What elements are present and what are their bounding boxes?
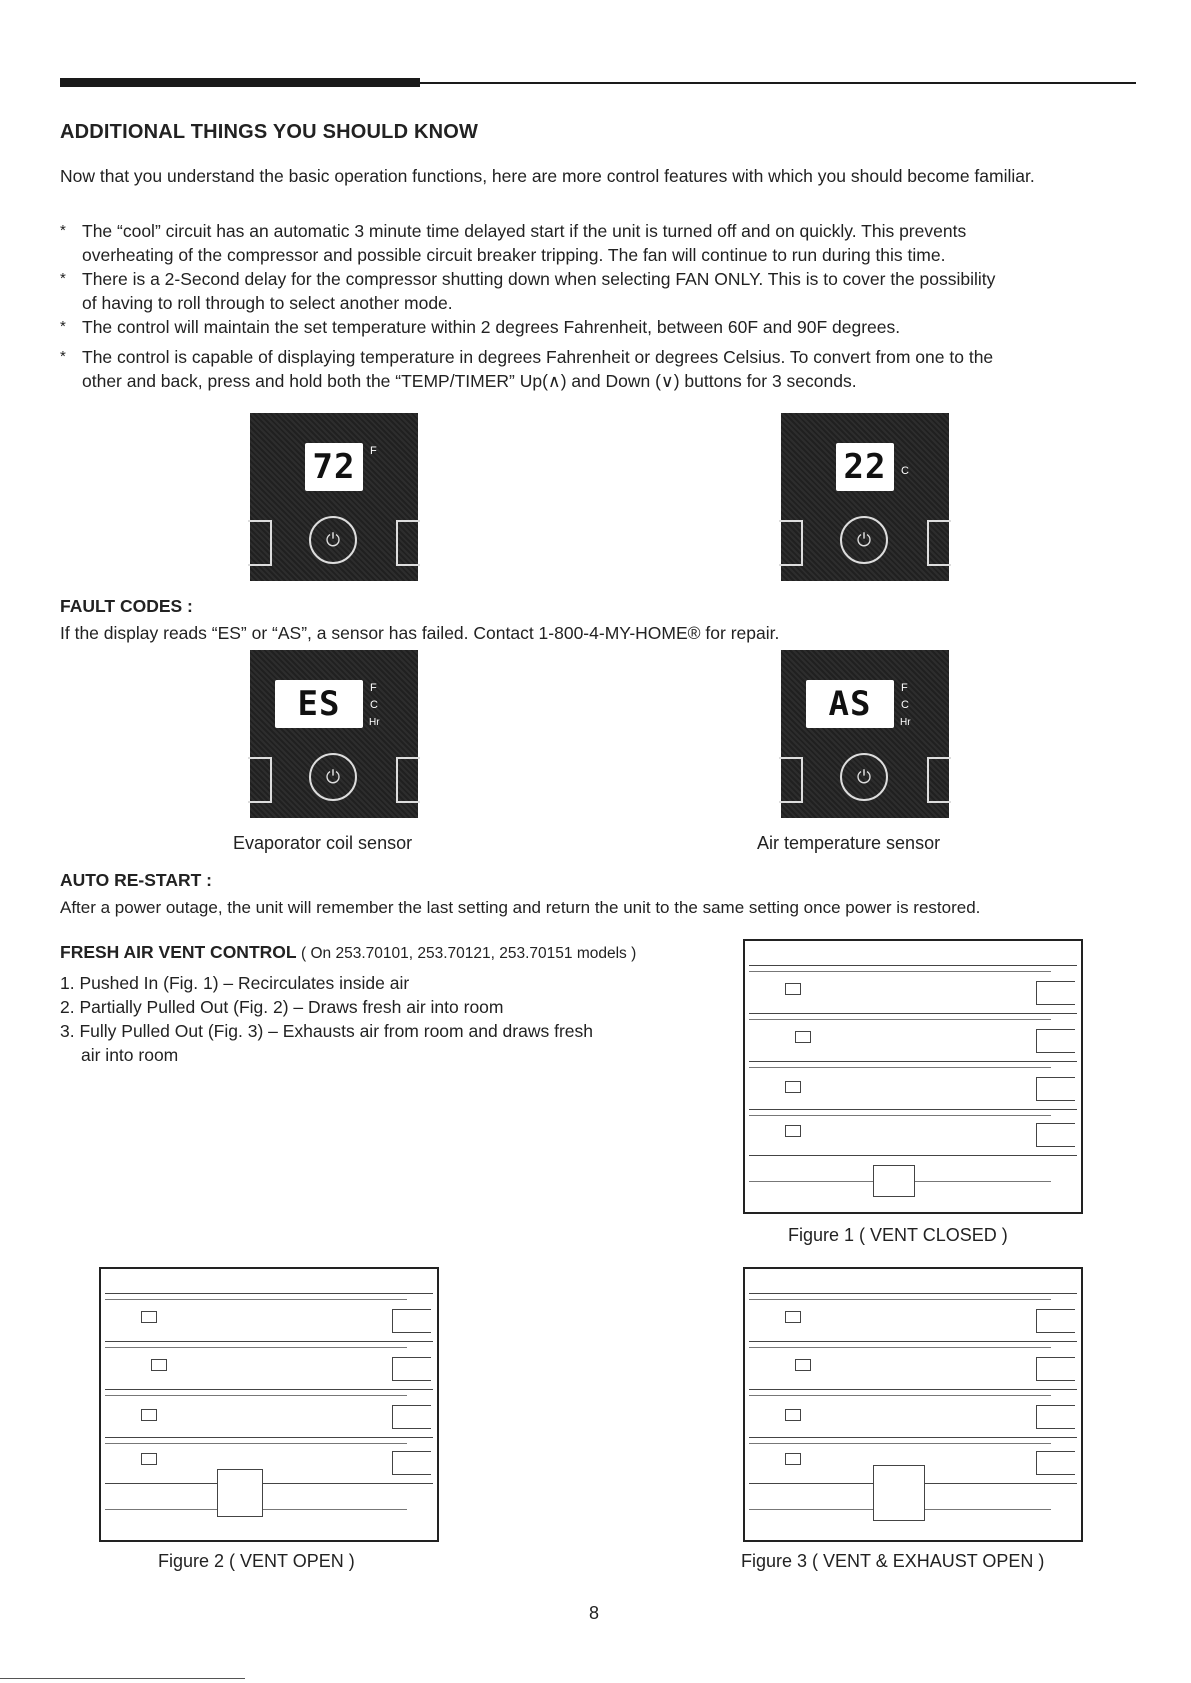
fresh-air-models: ( On 253.70101, 253.70121, 253.70151 models ) (301, 945, 637, 962)
header-rule-thick (60, 78, 420, 87)
page-heading: ADDITIONAL THINGS YOU SHOULD KNOW (60, 121, 479, 143)
figure-vent-exhaust-open (743, 1267, 1083, 1542)
display-readout: ES (275, 680, 363, 728)
unit-label: C (901, 465, 909, 477)
bullet-line: There is a 2-Second delay for the compressor shutting down when selecting FAN ONLY. This is to cover the possibility (82, 269, 996, 289)
intro-paragraph: Now that you understand the basic operation functions, here are more control features with which you should become familiar. (60, 166, 1035, 186)
unit-label: F (370, 682, 377, 694)
caption-evaporator: Evaporator coil sensor (233, 833, 413, 853)
bullet-item (60, 267, 1162, 315)
bullet-line: other and back, press and hold both the “TEMP/TIMER” Up(∧) and Down (∨) buttons for 3 seconds. (82, 371, 857, 391)
auto-restart-title: AUTO RE-START : (60, 870, 212, 890)
bullet-asterisk: * (60, 318, 66, 335)
power-icon: ⏻ (840, 516, 888, 564)
left-button (779, 520, 803, 566)
bullet-asterisk: * (60, 348, 66, 365)
right-button (927, 520, 951, 566)
list-item-continuation: air into room (81, 1045, 179, 1065)
auto-restart-text: After a power outage, the unit will remember the last setting and return the unit to the same setting once power is restored. (60, 898, 981, 917)
fault-codes-text: If the display reads “ES” or “AS”, a sensor has failed. Contact 1-800-4-MY-HOME® for repair. (60, 623, 780, 643)
figure-1-caption: Figure 1 ( VENT CLOSED ) (788, 1225, 1008, 1245)
unit-label: F (901, 682, 908, 694)
page-number: 8 (589, 1603, 600, 1623)
left-button (248, 520, 272, 566)
list-item: 3. Fully Pulled Out (Fig. 3) – Exhausts air from room and draws fresh (60, 1021, 593, 1041)
fresh-air-title: FRESH AIR VENT CONTROL (60, 942, 297, 962)
header-rule-thin (420, 82, 1136, 84)
unit-label: C (901, 699, 909, 711)
display-readout: 22 (836, 443, 894, 491)
bullet-item (60, 345, 1162, 393)
bullet-line: The control is capable of displaying temperature in degrees Fahrenheit or degrees Celsius. To convert from one to the (82, 347, 994, 367)
display-panel-celsius (781, 413, 949, 581)
figure-vent-closed (743, 939, 1083, 1214)
unit-label: Hr (900, 717, 911, 728)
bullet-line: The “cool” circuit has an automatic 3 minute time delayed start if the unit is turned off and on quickly. This prevents (82, 221, 967, 241)
power-icon: ⏻ (309, 753, 357, 801)
figure-vent-open (99, 1267, 439, 1542)
list-item: 2. Partially Pulled Out (Fig. 2) – Draws fresh air into room (60, 997, 504, 1017)
bullet-item (60, 219, 1162, 267)
right-button (927, 757, 951, 803)
unit-label: F (370, 445, 377, 457)
footer-rule (0, 1678, 245, 1679)
fresh-air-heading (60, 942, 636, 963)
caption-air-temp: Air temperature sensor (757, 833, 941, 853)
right-button (396, 757, 420, 803)
display-panel-es (250, 650, 418, 818)
bullet-line: of having to roll through to select another mode. (82, 293, 453, 313)
list-item: 1. Pushed In (Fig. 1) – Recirculates inside air (60, 973, 410, 993)
figure-3-caption: Figure 3 ( VENT & EXHAUST OPEN ) (741, 1551, 1045, 1571)
right-button (396, 520, 420, 566)
display-panel-as (781, 650, 949, 818)
bullet-asterisk: * (60, 270, 66, 287)
power-icon: ⏻ (309, 516, 357, 564)
figure-2-caption: Figure 2 ( VENT OPEN ) (158, 1551, 355, 1571)
display-readout: 72 (305, 443, 363, 491)
unit-label: C (370, 699, 378, 711)
fault-codes-title: FAULT CODES : (60, 596, 193, 616)
display-panel-fahrenheit (250, 413, 418, 581)
display-readout: AS (806, 680, 894, 728)
bullet-line: overheating of the compressor and possible circuit breaker tripping. The fan will continue to run during this time. (82, 245, 946, 265)
unit-label: Hr (369, 717, 380, 728)
left-button (248, 757, 272, 803)
bullet-asterisk: * (60, 222, 66, 239)
power-icon: ⏻ (840, 753, 888, 801)
bullet-line: The control will maintain the set temperature within 2 degrees Fahrenheit, between 60F and 90F degrees. (82, 317, 901, 337)
left-button (779, 757, 803, 803)
bullet-item (60, 315, 1162, 339)
